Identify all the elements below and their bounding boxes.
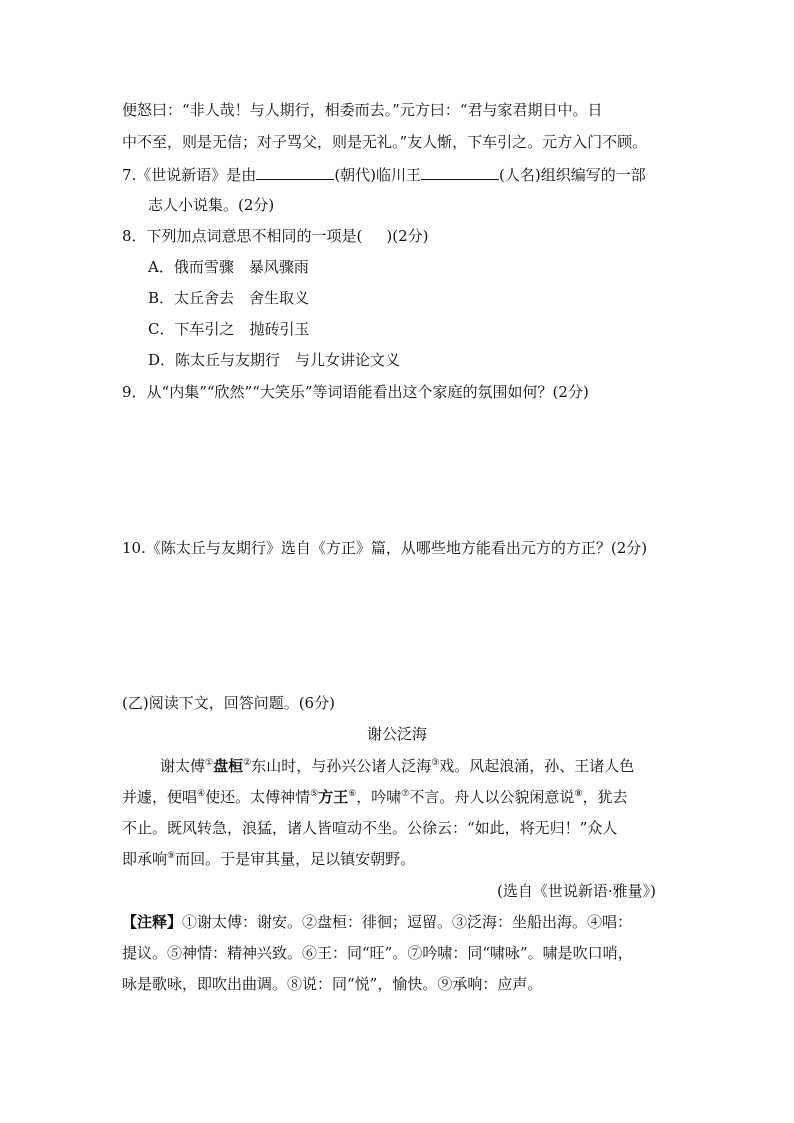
note-marker: ③ (431, 758, 440, 768)
text-span: 即承响 (122, 850, 168, 868)
text-span: 不言。舟人以公貌闲意说 (409, 788, 575, 806)
passage-b-line-4 (122, 848, 415, 870)
note-marker: ⑨ (167, 851, 176, 861)
option-d: D．陈太丘与友期行 与儿女讲论文义 (148, 351, 401, 369)
notes-line-3: 咏是歌咏，即吹出曲调。⑧说：同“悦”，愉快。⑨承响：应声。 (122, 975, 543, 993)
question-7 (122, 163, 646, 186)
passage-b-line-1 (160, 755, 634, 777)
note-marker: ⑥ (348, 789, 357, 799)
notes-label: 【注释】 (122, 913, 183, 931)
text-span: 方王 (318, 788, 349, 806)
note-marker: ⑦ (401, 789, 410, 799)
question-7-mid: (朝代)临川王 (334, 166, 422, 184)
option-b: B．太丘舍去 舍生取义 (148, 289, 310, 307)
note-marker: ② (243, 758, 252, 768)
notes-line-1 (122, 911, 632, 933)
text-span: 东山时，与孙兴公诸人泛海 (251, 757, 432, 775)
option-a: A．俄而雪骤 暴风骤雨 (148, 258, 309, 276)
text-span: ，吟啸 (356, 788, 402, 806)
text-span: 谢太傅 (160, 757, 206, 775)
part-b-heading: (乙)阅读下文，回答问题。(6分) (122, 694, 335, 712)
passage-line-1: 便怒曰：“非人哉！与人期行，相委而去。”元方曰：“君与家君期日中。日 (122, 101, 603, 119)
question-8-stem-b: )(2分) (386, 227, 429, 245)
note-marker: ⑧ (574, 789, 583, 799)
question-7-prefix: 7.《世说新语》是由 (122, 166, 257, 184)
note-marker: ① (205, 758, 214, 768)
passage-source: (选自《世说新语·雅量》) (497, 882, 656, 900)
text-span: 戏。风起浪涌，孙、王诸人色 (439, 757, 635, 775)
text-span: 而回。于是审其量，足以镇安朝野。 (175, 850, 416, 868)
text-span: 使还。太傅神情 (205, 788, 311, 806)
question-9: 9．从“内集”“欣然”“大笑乐”等词语能看出这个家庭的氛围如何？(2分) (122, 383, 589, 401)
question-7-suffix: (人名)组织编写的一部 (499, 166, 646, 184)
dynasty-blank[interactable] (256, 163, 334, 180)
text-span: 盘桓 (213, 757, 244, 775)
question-8-stem (122, 225, 429, 247)
option-c: C．下车引之 抛砖引玉 (148, 320, 310, 338)
passage-line-2: 中不至，则是无信；对子骂父，则是无礼。”友人惭，下车引之。元方入门不顾。 (122, 133, 648, 151)
notes-line-2: 提议。⑤神情：精神兴致。⑥王：同“旺”。⑦吟啸：同“啸咏”。啸是吹口哨， (122, 944, 633, 962)
passage-title: 谢公泛海 (366, 725, 427, 743)
text-span: ，犹去 (582, 788, 628, 806)
question-7-line-2: 志人小说集。(2分) (148, 196, 275, 214)
person-name-blank[interactable] (421, 163, 499, 180)
passage-b-line-2 (122, 786, 627, 808)
question-8-stem-a: 8．下列加点词意思不相同的一项是( (122, 227, 363, 245)
note-marker: ⑤ (310, 789, 319, 799)
notes-text-1: ①谢太傅：谢安。②盘桓：徘徊；逗留。③泛海：坐船出海。④唱： (182, 913, 633, 931)
note-marker: ④ (197, 789, 206, 799)
passage-b-line-3: 不止。既风转急，浪猛，诸人皆喧动不坐。公徐云：“如此，将无归！”众人 (122, 819, 618, 837)
text-span: 并遽，便唱 (122, 788, 198, 806)
question-10: 10.《陈太丘与友期行》选自《方正》篇，从哪些地方能看出元方的方正？(2分) (122, 539, 648, 557)
